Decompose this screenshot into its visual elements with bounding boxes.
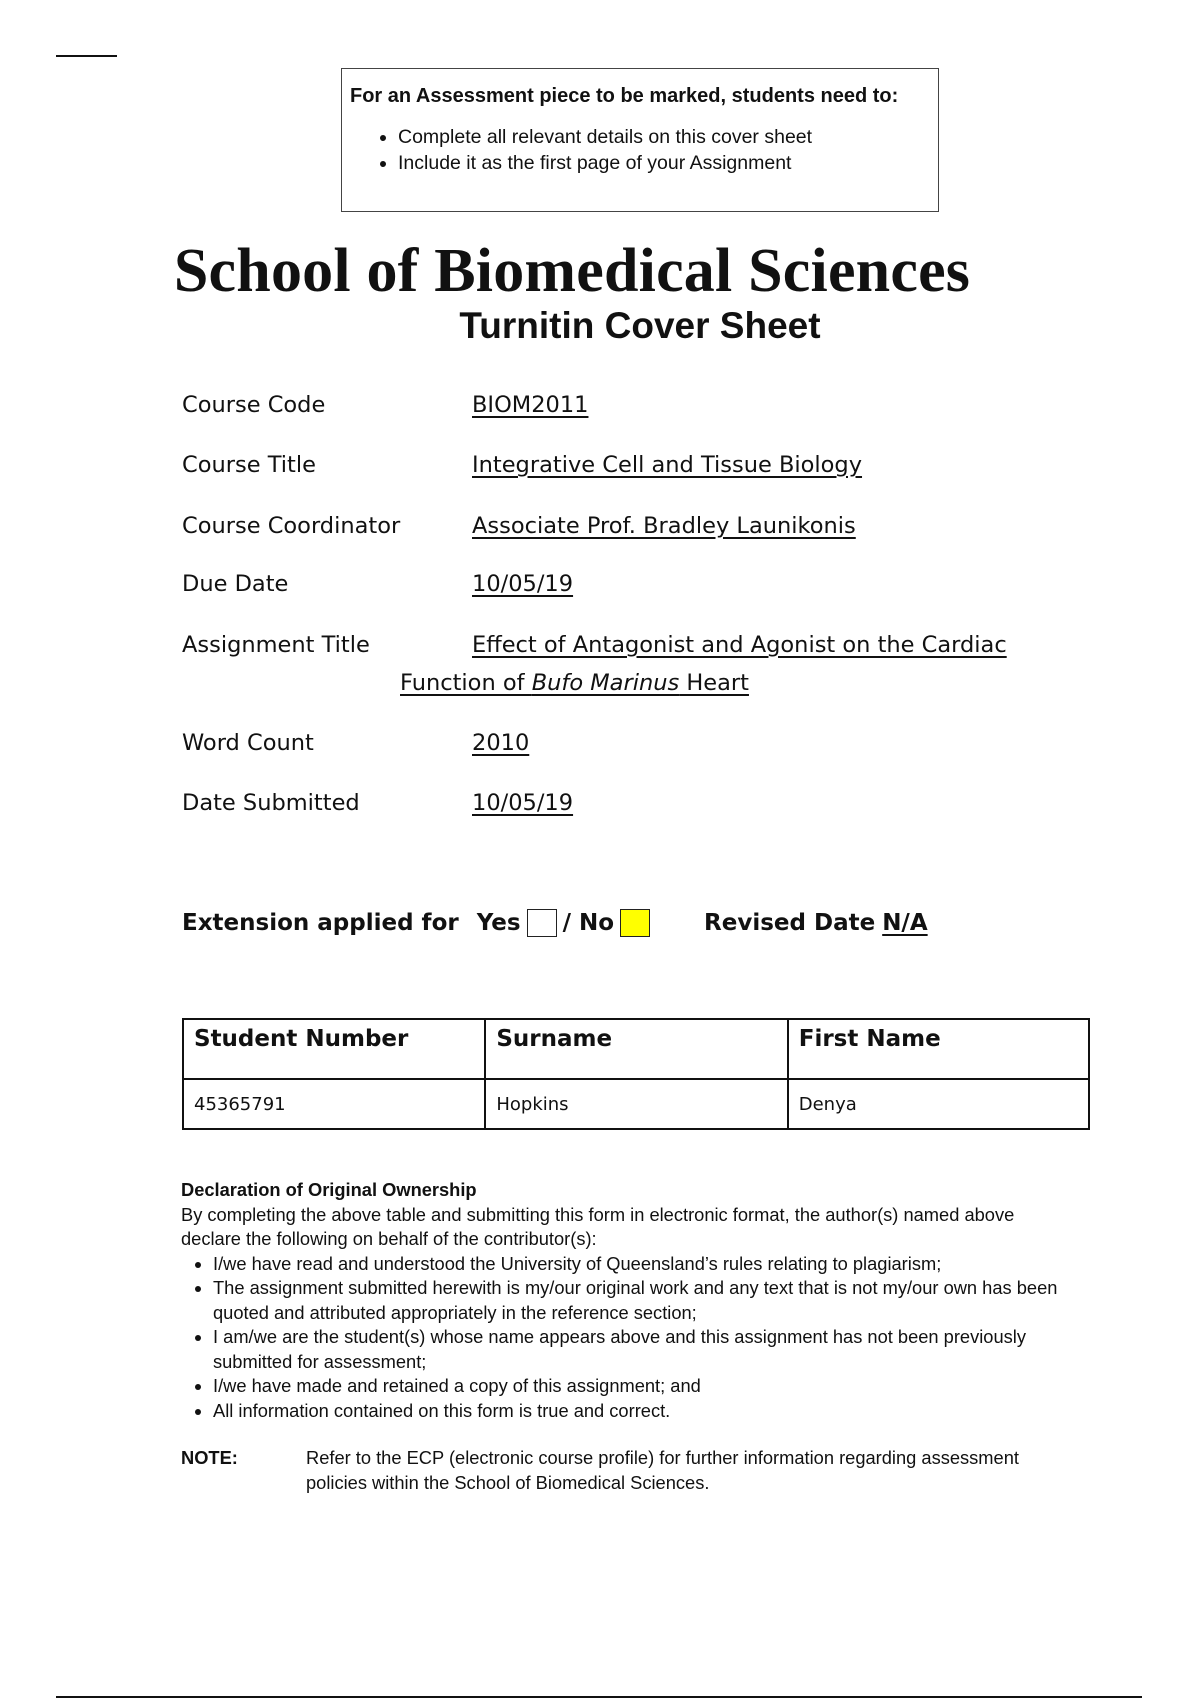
due-date-label: Due Date — [182, 571, 289, 597]
extension-yes-label: Yes — [476, 910, 521, 936]
sheet-title: Turnitin Cover Sheet — [459, 305, 821, 346]
student-details-table — [182, 1018, 1090, 1130]
course-coordinator-label: Course Coordinator — [182, 513, 401, 539]
assignment-title-line1: Effect of Antagonist and Agonist on the Cardiac — [472, 632, 1007, 658]
extension-label: Extension applied for — [182, 910, 459, 936]
instructions-box — [341, 68, 939, 212]
table-row — [183, 1079, 1089, 1129]
declaration-title: Declaration of Original Ownership — [181, 1179, 477, 1200]
first-name-header: First Name — [788, 1019, 1089, 1079]
course-coordinator-value: Associate Prof. Bradley Launikonis — [472, 513, 856, 539]
declaration-intro: By completing the above table and submitting this form in electronic format, the author(s) named above declare the following on behalf of the contributor(s): — [181, 1203, 1015, 1249]
extension-no-label: / No — [562, 910, 615, 936]
date-submitted-value: 10/05/19 — [472, 790, 574, 816]
assignment-title-prefix: Function of — [400, 670, 532, 696]
extension-no-checkbox[interactable] — [620, 909, 650, 937]
declaration-list — [181, 1252, 1061, 1424]
course-code-label: Course Code — [182, 392, 326, 418]
course-code-value: BIOM2011 — [472, 392, 589, 418]
assignment-title-line2 — [400, 670, 749, 696]
revised-date-label: Revised Date — [704, 910, 876, 936]
extension-row — [182, 909, 928, 937]
revised-date-value: N/A — [882, 910, 928, 936]
student-number-cell: 45365791 — [183, 1079, 485, 1129]
note-section — [181, 1446, 1081, 1495]
declaration-item: • The assignment submitted herewith is my/our original work and any text that is not my/our own has been quoted and attributed appropriately in the reference section; — [213, 1276, 1061, 1325]
first-name-cell: Denya — [788, 1079, 1089, 1129]
top-left-rule — [56, 55, 117, 57]
surname-cell: Hopkins — [485, 1079, 787, 1129]
declaration-section — [181, 1178, 1061, 1423]
word-count-value: 2010 — [472, 730, 530, 756]
school-title: School of Biomedical Sciences — [173, 237, 971, 305]
word-count-label: Word Count — [182, 730, 314, 756]
species-name: Bufo Marinus — [531, 670, 680, 696]
student-number-header: Student Number — [183, 1019, 485, 1079]
instructions-list — [350, 124, 938, 176]
surname-header: Surname — [485, 1019, 787, 1079]
declaration-item: • I am/we are the student(s) whose name appears above and this assignment has not been previously submitted for assessment; — [213, 1325, 1061, 1374]
instruction-item: • Complete all relevant details on this cover sheet — [398, 124, 938, 150]
instruction-item: • Include it as the first page of your Assignment — [398, 150, 938, 176]
declaration-item: • All information contained on this form is true and correct. — [213, 1399, 1061, 1424]
date-submitted-label: Date Submitted — [182, 790, 360, 816]
assignment-title-suffix: Heart — [679, 670, 749, 696]
table-header-row — [183, 1019, 1089, 1079]
course-title-value: Integrative Cell and Tissue Biology — [472, 452, 863, 478]
note-label: NOTE: — [181, 1447, 238, 1468]
extension-yes-checkbox[interactable] — [527, 909, 557, 937]
declaration-item: • I/we have read and understood the University of Queensland’s rules relating to plagiarism; — [213, 1252, 1061, 1277]
assignment-title-label: Assignment Title — [182, 632, 370, 658]
bottom-rule — [56, 1696, 1142, 1698]
course-title-label: Course Title — [182, 452, 316, 478]
instructions-heading: For an Assessment piece to be marked, students need to: — [350, 85, 899, 107]
declaration-item: • I/we have made and retained a copy of this assignment; and — [213, 1374, 1061, 1399]
due-date-value: 10/05/19 — [472, 571, 574, 597]
note-text: Refer to the ECP (electronic course profile) for further information regarding assessment policies within the School of Biomedical Sciences. — [306, 1447, 1019, 1493]
